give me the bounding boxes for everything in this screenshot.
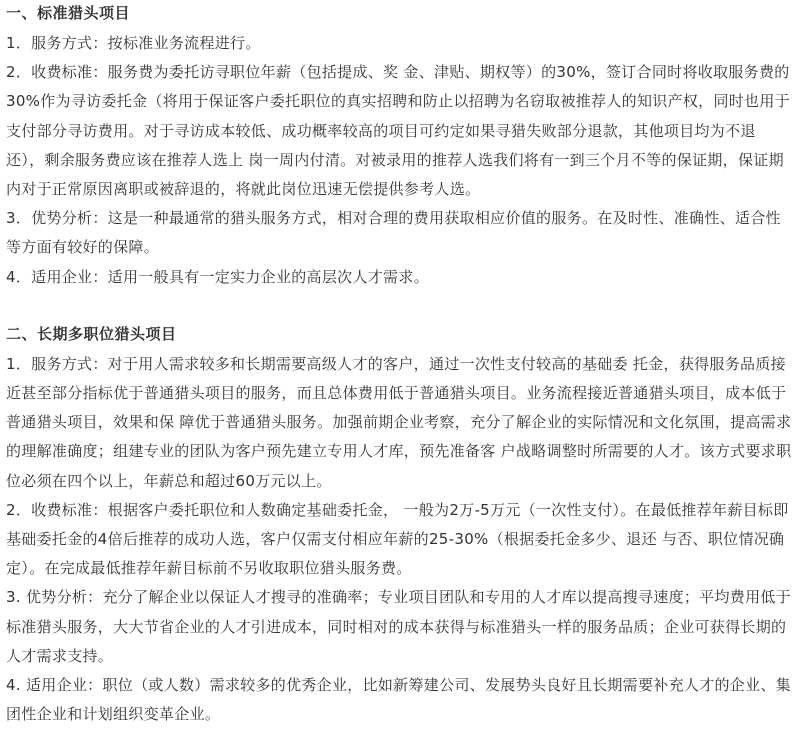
list-item-advantage-analysis: 3. 优势分析：充分了解企业以保证人才搜寻的准确率；专业项目团队和专用的人才库以提高搜寻速度；平均费用低于标准猎头服务，大大节省企业的人才引进成本，同时相对的成本获得与标准猎头一样的服务品质；企业可获得长期的人才需求支持。 (6, 588, 791, 665)
list-item-applicable-enterprise: 4．适用企业：适用一般具有一定实力企业的高层次人才需求。 (6, 267, 429, 286)
section-standard-headhunting (6, 0, 794, 292)
list-item-service-method: 1．服务方式：对于用人需求较多和长期需要高级人才的客户，通过一次性支付较高的基础委 托金，获得服务品质接近甚至部分指标优于普通猎头项目的服务，而且总体费用低于普通猎头项目。业务流程接近普通猎头项目，成本低于普通猎头项目，效果和保 障优于普通猎头服务。加强前期企业考察，充分了解企业的实际情况和文化氛围，提高需求的理解准确度；组建专业的团队为客户预先建立专用人才库，预先准备客 户战略调整时所需要的人才。该方式要求职位必须在四个以上，年薪总和超过60万元以上。 (6, 354, 792, 490)
list-item-applicable-enterprise: 4. 适用企业：职位（或人数）需求较多的优秀企业，比如新筹建公司、发展势头良好且长期需要补充人才的企业、集团性企业和计划组织变革企业。 (6, 676, 791, 724)
section-long-term-multi-position (6, 321, 794, 729)
section-title: 一、标准猎头项目 (6, 4, 131, 22)
section-title: 二、长期多职位猎头项目 (6, 324, 177, 343)
list-item-fee-standard: 2．收费标准：服务费为委托访寻职位年薪（包括提成、奖 金、津贴、期权等）的30%，签订合同时将收取服务费的30%作为寻访委托金（将用于保证客户委托职位的真实招聘和防止以招聘为名窃取被推荐人的知识产权，同时也用于支付部分寻访费用。对于寻访成本较低、成功概率较高的项目可约定如果寻猎失败部分退款，其他项目均为不退还），剩余服务费应该在推荐人选上 岗一周内付清。对被录用的推荐人选我们将有一到三个月不等的保证期，保证期内对于正常原因离职或被辞退的，将就此岗位迅速无偿提供参考人选。 (6, 63, 790, 199)
list-item-advantage-analysis: 3．优势分析：这是一种最通常的猎头服务方式，相对合理的费用获取相应价值的服务。在及时性、准确性、适合性等方面有较好的保障。 (6, 209, 781, 257)
list-item-fee-standard: 2．收费标准：根据客户委托职位和人数确定基础委托金， 一般为2万-5万元（一次性支付）。在最低推荐年薪目标即基础委托金的4倍后推荐的成功人选，客户仅需支付相应年薪的25-30%（根据委托金多少、退还 与否、职位情况确定）。在完成最低推荐年薪目标前不另收取职位猎头服务费。 (6, 500, 789, 578)
list-item-service-method: 1．服务方式：按标准业务流程进行。 (6, 34, 261, 52)
